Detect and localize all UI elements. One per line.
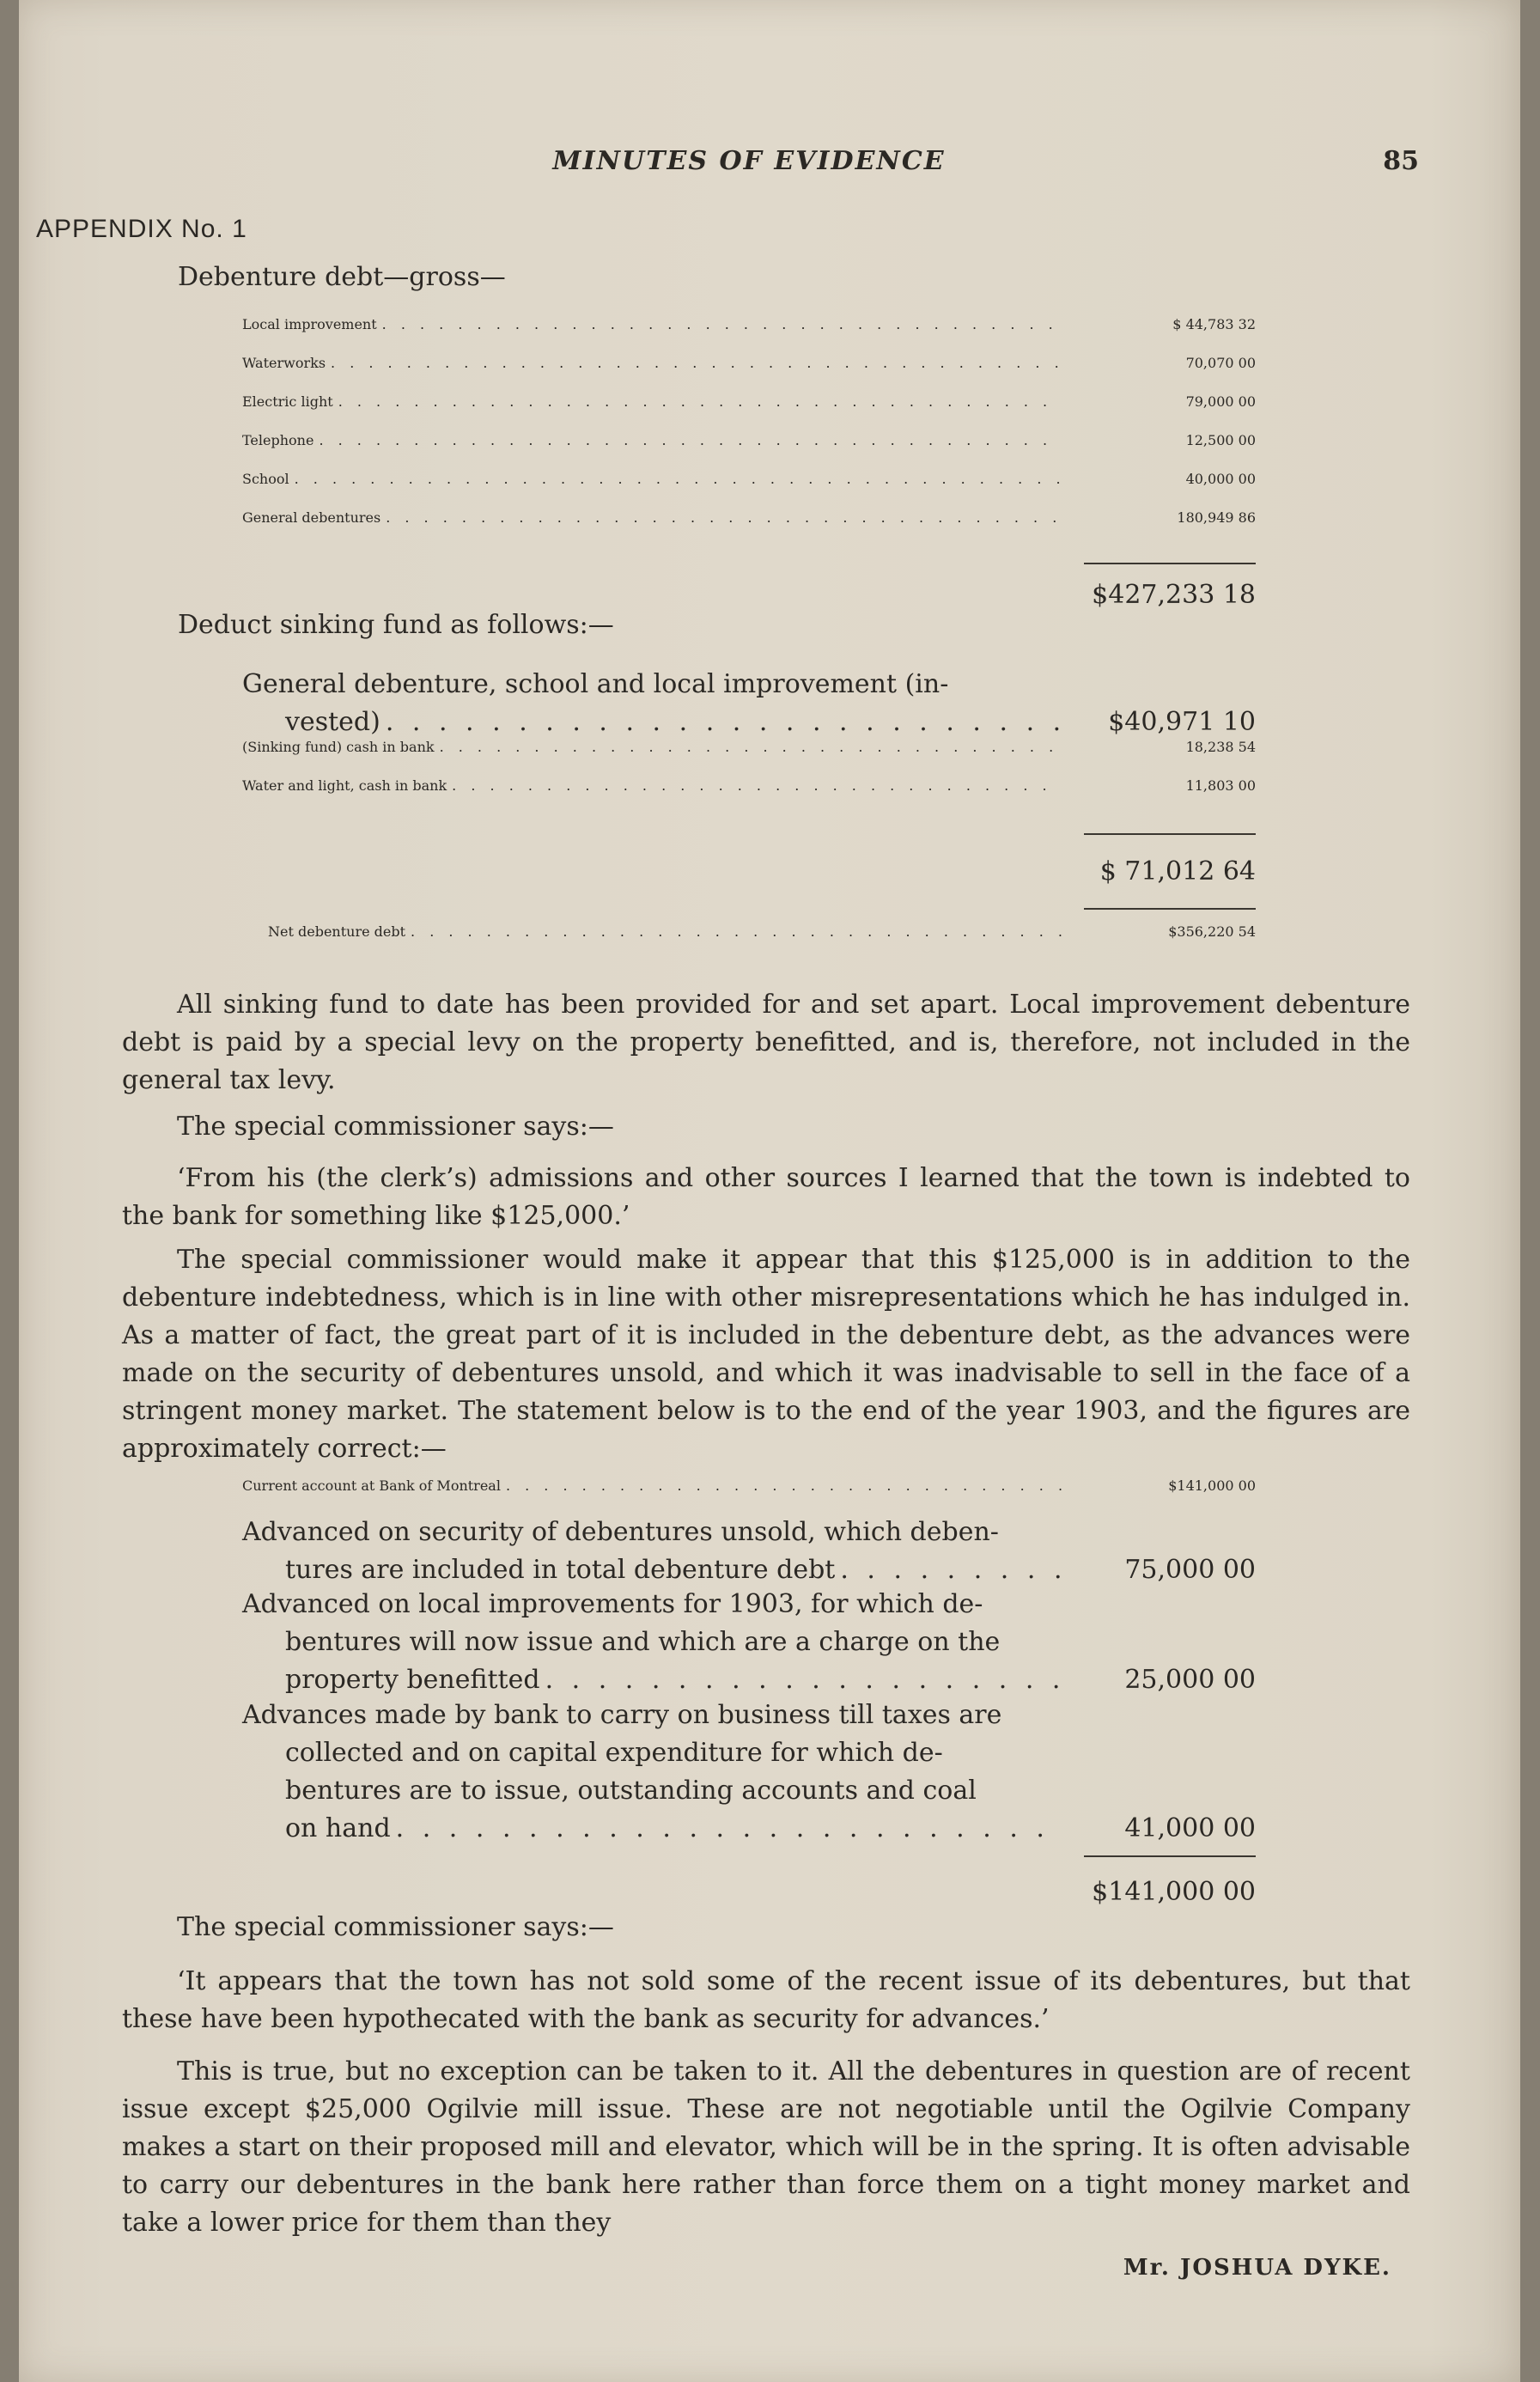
row-amount: $356,220 54 [1168,923,1256,940]
leader-dots [840,1551,1062,1589]
row-label: Net debenture debt [268,923,406,940]
sinking-row [242,777,1256,816]
paragraph-quote-clerk [122,1160,1410,1235]
sum-rule [1084,908,1256,910]
sum-rule [1084,563,1256,564]
paragraph-misrepresentation [122,1241,1410,1468]
bank-advances-business [242,1697,1256,1848]
row-label: Waterworks [242,355,326,371]
item-last-line [242,704,1256,741]
row-amount: 40,000 00 [1185,471,1256,487]
gross-row [242,355,1256,393]
document-page [19,0,1520,2382]
row-label: Electric light [242,393,333,410]
sum-rule [1084,1855,1256,1857]
row-amount: $141,000 00 [1168,1477,1256,1494]
bank-total: $141,000 00 [1092,1877,1256,1907]
sinking-total: $ 71,012 64 [1099,856,1256,886]
row-label: Water and light, cash in bank [242,777,447,794]
leader-dots [338,393,1062,410]
leader-dots [506,1477,1062,1494]
paragraph-sinking-note [122,986,1410,1100]
paragraph-text: ‘It appears that the town has not sold some of the recent issue of its debentures, but that these have been hypothecated with the bank as security for advances.’ [122,1966,1410,2034]
net-debt-row [268,923,1256,962]
leader-dots [386,509,1062,526]
item-line: bentures will now issue and which are a charge on the [285,1627,1001,1657]
gross-row [242,316,1256,355]
row-label: General debentures [242,509,381,526]
row-amount: 41,000 00 [1124,1813,1256,1843]
leader-dots [411,923,1062,940]
item-last-line [242,1551,1256,1589]
leader-dots [396,1810,1062,1848]
bank-advanced-local [242,1586,1256,1699]
paragraph-quote-hypothecated [122,1963,1410,2038]
sinking-row [242,739,1256,777]
leader-dots [295,471,1062,487]
item-last-line [242,1810,1256,1848]
gross-total: $427,233 18 [1092,580,1256,610]
paragraph-explanation [122,2053,1410,2242]
row-label: Local improvement [242,316,377,332]
sum-rule [1084,833,1256,835]
item-line: collected and on capital expenditure for which de- [285,1738,943,1768]
gross-row [242,471,1256,509]
row-amount: $40,971 10 [1108,707,1256,737]
page-header [96,146,1419,189]
gross-row [242,509,1256,548]
item-line: tures are included in total debenture debt [285,1555,836,1585]
leader-dots [319,432,1062,448]
row-amount: 12,500 00 [1185,432,1256,448]
row-label: (Sinking fund) cash in bank [242,739,435,755]
running-title: MINUTES OF EVIDENCE [552,146,946,176]
leader-dots [545,1661,1062,1699]
item-line: vested) [285,707,380,737]
item-line: on hand [285,1813,391,1843]
row-amount: 75,000 00 [1124,1555,1256,1585]
row-amount: 70,070 00 [1185,355,1256,371]
bank-current-row [242,1477,1256,1516]
item-line: property benefitted [285,1665,540,1695]
row-label: School [242,471,289,487]
item-line: General debenture, school and local improvement (in- [242,669,949,699]
leader-dots [386,704,1062,741]
row-amount: $ 44,783 32 [1172,316,1256,332]
row-label: Current account at Bank of Montreal [242,1477,501,1494]
gross-heading: Debenture debt—gross— [178,262,506,292]
row-label: Telephone [242,432,314,448]
leader-dots [382,316,1062,332]
paragraph-text: This is true, but no exception can be taken to it. All the debentures in question are of recent issue except $25,000 Ogilvie mill issue. These are not negotiable until the Ogilvie Company makes a start on their proposed mill and elevator, which will be in the spring. It is often advisable to carry our debentures in the bank here rather than force them on a tight money market and take a lower price for them than they [122,2056,1410,2238]
paragraph-text: ‘From his (the clerk’s) admissions and other sources I learned that the town is indebted to the bank for something like $125,000.’ [122,1163,1410,1231]
gross-row [242,393,1256,432]
leader-dots [440,739,1062,755]
page-number: 85 [1383,146,1419,176]
item-last-line [242,1661,1256,1699]
sinking-item-invested [242,666,1256,741]
row-amount: 18,238 54 [1185,739,1256,755]
paragraph-commissioner-says-2 [122,1909,1410,1946]
leader-dots [331,355,1062,371]
row-amount: 180,949 86 [1177,509,1256,526]
paragraph-text: The special commissioner says:— [177,1112,614,1142]
item-line: Advanced on security of debentures unsold, which deben- [242,1517,999,1547]
leader-dots [452,777,1062,794]
sinking-heading: Deduct sinking fund as follows:— [178,610,614,640]
paragraph-commissioner-says [122,1108,1410,1146]
paragraph-text: The special commissioner would make it appear that this $125,000 is in addition to the debenture indebtedness, which is in line with other misrepresentations which he has indulged in. As a matter of fact, the great part of it is included in the debenture debt, as the advances were made on the security of debentures unsold, and which it was inadvisable to sell in the face of a stringent money market. The statement below is to the end of the year 1903, and the figures are approximately correct:— [122,1245,1410,1464]
gross-row [242,432,1256,471]
paragraph-text: All sinking fund to date has been provided for and set apart. Local improvement debenture debt is paid by a special levy on the property benefitted, and is, therefore, not included in the general tax levy. [122,990,1410,1095]
item-line: Advanced on local improvements for 1903, for which de- [242,1589,983,1619]
row-amount: 79,000 00 [1185,393,1256,410]
row-amount: 11,803 00 [1185,777,1256,794]
bank-advanced-unsold [242,1514,1256,1589]
item-line: Advances made by bank to carry on business till taxes are [242,1700,1002,1730]
row-amount: 25,000 00 [1124,1665,1256,1695]
appendix-label: APPENDIX No. 1 [36,215,247,243]
witness-signature: Mr. JOSHUA DYKE. [1123,2255,1391,2281]
item-line: bentures are to issue, outstanding accounts and coal [285,1776,977,1806]
paragraph-text: The special commissioner says:— [177,1912,614,1942]
